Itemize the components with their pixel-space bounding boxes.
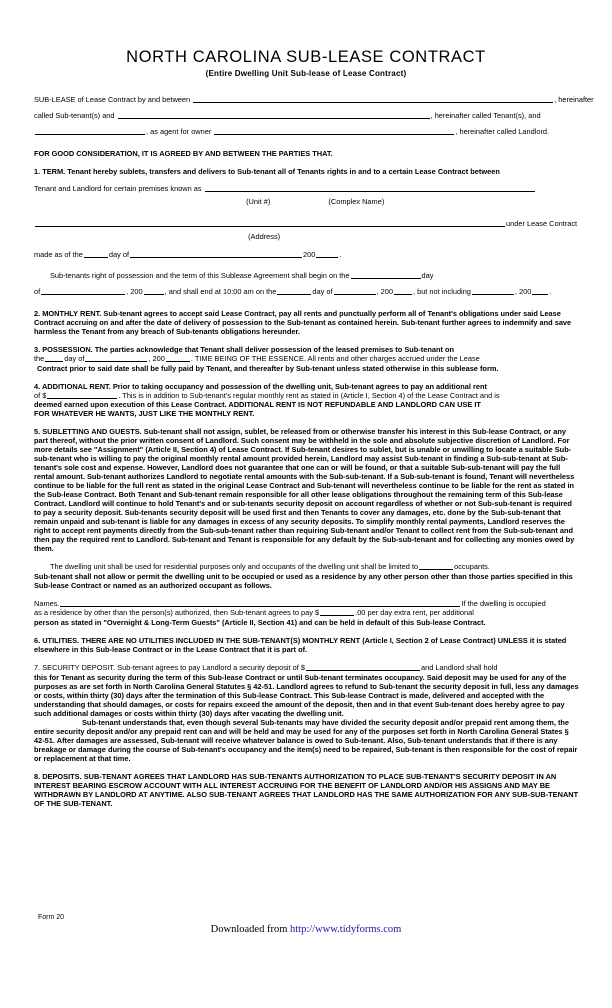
occupants-word-label: occupants.: [454, 562, 490, 572]
term-captions-row: [34, 197, 580, 207]
sublease-party-blank[interactable]: [193, 95, 553, 103]
possession-deliver-year-blank[interactable]: [166, 354, 190, 362]
possession-the-label: the: [34, 354, 45, 363]
names-tail-label: If the dwelling is occupied: [461, 598, 546, 608]
document-body: [34, 92, 594, 808]
possession-begin-year-blank[interactable]: [144, 287, 164, 295]
section-additional-rent-line1: 4. ADDITIONAL RENT. Prior to taking occupancy and possession of the dwelling unit, Sub-tenant agrees to pay an additional rent: [34, 381, 487, 391]
possession-of-label: of: [34, 287, 41, 296]
possession-begin-day-label: day: [421, 271, 434, 280]
premises-label: Tenant and Landlord for certain premises known as: [34, 184, 202, 193]
possession-deliver-day-blank[interactable]: [45, 354, 63, 362]
possession-end-day-of-label: day of: [312, 287, 333, 296]
possession-end-year-blank[interactable]: [394, 287, 412, 295]
possession-begin-row: [34, 268, 580, 284]
security-deposit-row: [34, 663, 580, 673]
extra-rent-suffix-label: .00 per day extra rent, per additional: [355, 608, 474, 618]
section-deposits: 8. DEPOSITS. SUB-TENANT AGREES THAT LANDLORD HAS SUB-TENANTS AUTHORIZATION TO PLACE SUB-TENANT'S SECURITY DEPOSIT IN AN INTEREST BEARING ESCROW ACCOUNT WITH ALL INTEREST ACCRUING FOR THE BENEFIT OF LANDLORD AND/OR HIS ASSIGNS AND MAY BE WITHDRAWN BY LANDLORD AT ANYTIME. ALSO SUB-TENANT AGREES THAT LANDLORD HAS THE SAME AUTHORIZATION FOR ANY SUB-SUB-TENANT OF THE SUB-TENANT.: [34, 771, 579, 808]
possession-deliver-year-label: , 200: [148, 354, 165, 363]
possession-begin-year-label: , 200: [126, 287, 143, 296]
under-lease-contract-label: under Lease Contract: [506, 219, 578, 228]
possession-not-including-label: , but not including: [412, 287, 471, 296]
premises-blank[interactable]: [205, 184, 535, 192]
names-row: [34, 599, 580, 609]
made-year-prefix: 200: [303, 250, 316, 259]
sublease-suffix-label: , hereinafter: [554, 95, 594, 104]
section-possession-line3: Contract prior to said date shall be fully paid by Tenant, and thereafter by Sub-tenant unless stated otherwise in this sublease form.: [37, 363, 499, 373]
section-term-address-row: [34, 216, 580, 232]
occupants-limit-blank[interactable]: [419, 562, 453, 570]
form-number: Form 20: [38, 914, 65, 921]
agent-name-blank[interactable]: [35, 127, 145, 135]
security-deposit-suffix-label: and Landlord shall hold: [421, 662, 498, 672]
made-as-of-label: made as of the: [34, 250, 83, 259]
tidyforms-url-link[interactable]: http://www.tidyforms.com: [290, 924, 402, 935]
additional-rent-detail-label: . This is in addition to Sub-tenant's regular monthly rent as stated in (Article I, Section 4) of the Lease Contract and is: [118, 390, 500, 400]
possession-time-essence-label: . TIME BEING OF THE ESSENCE. All rents and other charges accrued under the Lease: [190, 354, 480, 363]
possession-end-day-blank[interactable]: [277, 287, 311, 295]
section-term-premises-row: [34, 181, 580, 197]
section-subletting-guests-line3: person as stated in "Overnight & Long-Term Guests" (Article II, Section 41) and can be held in default of this Sub-lease Contract.: [34, 617, 486, 627]
section-additional-rent-line4: FOR WHATEVER HE WANTS, JUST LIKE THE MONTHLY RENT.: [34, 409, 255, 419]
caption-address: (Address): [248, 232, 281, 241]
additional-rent-amount-label: of $: [34, 390, 47, 400]
made-year-blank[interactable]: [316, 250, 338, 258]
section-monthly-rent: 2. MONTHLY RENT. Sub-tenant agrees to accept said Lease Contract, pay all rents and punctually perform all of Tenant's obligations under said Lease Contract accruing on and after the date of delivery of possession to the Sub-tenant as contained herein. Sub-tenant further agrees to indemnify and save harmless the Tenant from any breach of Sub-tenants obligations hereunder.: [34, 309, 572, 336]
section-additional-rent-line3: deemed earned upon execution of this Lease Contract. ADDITIONAL RENT IS NOT REFUNDABLE AND LANDLORD CAN USE IT: [34, 400, 481, 410]
possession-end-year-label: , 200: [376, 287, 393, 296]
extra-rent-prefix-label: as a residence by other than the person(s) authorized, then Sub-tenant agrees to pay $: [34, 608, 320, 618]
agent-label: , as agent for owner: [146, 127, 212, 136]
section-possession-line1: 3. POSSESSION. The parties acknowledge that Tenant shall deliver possession of the leased premises to Sub-tenant on: [34, 345, 455, 354]
additional-rent-amount-blank[interactable]: [47, 391, 117, 399]
party-line-agent: [34, 124, 580, 140]
day-of-label: day of: [108, 250, 130, 259]
security-deposit-amount-blank[interactable]: [306, 663, 420, 671]
address-caption-row: [34, 232, 580, 242]
caption-complex-name: (Complex Name): [328, 197, 385, 206]
possession-not-including-year-blank[interactable]: [532, 287, 548, 295]
possession-begin-label: Sub-tenants right of possession and the term of this Sublease Agreement shall begin on the: [50, 271, 350, 280]
page-subtitle: (Entire Dwelling Unit Sub-lease of Lease Contract): [205, 69, 407, 78]
made-period: .: [339, 250, 342, 259]
possession-not-including-blank[interactable]: [472, 287, 514, 295]
possession-end-month-blank[interactable]: [334, 287, 376, 295]
party-line-sublease: [34, 92, 594, 108]
made-day-blank[interactable]: [84, 250, 108, 258]
security-deposit-prefix-label: 7. SECURITY DEPOSIT. Sub-tenant agrees to pay Landlord a security deposit of $: [34, 662, 305, 672]
made-month-blank[interactable]: [130, 250, 302, 258]
tenant-suffix-label: , hereinafter called Tenant(s), and: [430, 111, 541, 120]
possession-not-including-year-label: , 200: [514, 287, 532, 296]
address-blank[interactable]: [35, 219, 505, 227]
page-title: NORTH CAROLINA SUB-LEASE CONTRACT: [126, 48, 486, 66]
possession-end-row: of , 200 , and shall end at 10:00 am on the day of , 200 , but not including , 200 .: [34, 287, 552, 296]
occupants-limit-label: The dwelling unit shall be used for residential purposes only and occupants of the dwelling unit shall be limited to: [50, 562, 419, 572]
section-term-line1: 1. TERM. Tenant hereby sublets, transfers and delivers to Sub-tenant all of Tenants rights in and to a certain Lease Contract between: [34, 167, 500, 176]
consideration-statement: FOR GOOD CONSIDERATION, IT IS AGREED BY AND BETWEEN THE PARTIES THAT.: [34, 149, 333, 158]
possession-begin-day-blank[interactable]: [351, 271, 421, 279]
section-subletting-para2c: Sub-tenant shall not allow or permit the dwelling unit to be occupied or used as a residence by any other person other than those parties specified in this Sub-lease Contract or named as an authorized occupant as follows.: [34, 571, 573, 590]
download-attribution: [0, 924, 612, 935]
tenant-name-blank[interactable]: [118, 111, 430, 119]
possession-begin-month-blank[interactable]: [41, 287, 125, 295]
section-security-deposit-para2: Sub-tenant understands that, even though several Sub-tenants may have divided the security deposit and/or prepaid rent among them, the entire security deposit and/or any prepaid rent can and will be held and may be used for any of the purposes set forth in North Carolina General States § 42-51. After damages are assessed, Sub-tenant will receive whatever balance is owed to Sub-tenant. Also, Sub-tenant understands that if there is any breakage or damage during the course of Sub-tenant's occupancy and the item(s) need to be repaired, Sub-tenant is then responsible for the cost of repair or replacement at that time.: [34, 717, 578, 763]
section-subletting-para1: 5. SUBLETTING AND GUESTS. Sub-tenant shall not assign, sublet, be released from or otherwise transfer his interest in this Sub-lease Contract, or any part thereof, without the prior written consent of Landlord. Such consent may be withheld in the sole and absolute subjective discretion of Landlord. For more details see "Assignment" (Article II, Section 4) of Lease Contract. If Sub-tenant desires to sublet, but is unable or unwilling to locate a suitable Sub-sub-tenant who is willing to pay the original monthly rental amount provided herein, Landlord may assist Sub-tenant in finding a Sub-sub-tenant at Sub-tenant's sole cost and expense. However, Landlord does not guarantee that one can or will be found, or that a suitable Sub-sub-tenant will pay the full rental amount. Sub-tenant authorizes Landlord to negotiate rental amounts with the Sub-sub-tenant. If a Sub-sub-tenant is found, Tenant will nevertheless continue to be liable for the full rent as stated in the original Lease Contract and Sub-tenant will nevertheless continue to be liable for the rent as stated in the Sub-lease Contract. Both Tenant and Sub-tenant remain responsible for all other lease obligations throughout the remaining term of this Sub-lease Contract. Landlord will continue to hold Tenant's and or sub-tenants security deposit on account regardless of whether or not Sub-sub-tenant is required to pay a security deposit. Sub-tenants security deposit will be used first and then Tenants to cover any damages, etc. done by the Sub-sub-tenant that remain unpaid and sub-tenant is liable for any damages in excess of any security deposits. To simplify monthly rental payments, Landlord reserves the right to accept rent payments directly from the Sub-sub-tenant rather than requiring Sub-tenant and/or Tenant to collect rent from the Sub-sub-tenant and then pay the required rent to Landlord. Sub-tenant and Tenant is responsible for any default by the Sub-sub-tenant and for collecting any monies owed by them.: [34, 427, 575, 554]
possession-deliver-month-blank[interactable]: [85, 354, 147, 362]
sublease-prefix-label: SUB-LEASE of Lease Contract by and between: [34, 95, 191, 104]
section-utilities: 6. UTILITIES. THERE ARE NO UTILITIES INCLUDED IN THE SUB-TENANT(S) MONTHLY RENT (Article I, Section 2 of Lease Contract) UNLESS it is stated elsewhere in this Sub-lease Contract or in the Lease Contract that it is part of.: [34, 635, 567, 654]
subtenant-prefix-label: called Sub-tenant(s) and: [34, 111, 115, 120]
party-line-subtenant: [34, 108, 580, 124]
section-subletting-occupants-row: [34, 562, 580, 572]
download-prefix-label: Downloaded from: [210, 924, 290, 935]
possession-end-label: , and shall end at 10:00 am on the: [164, 287, 277, 296]
section-possession-line2: [34, 354, 580, 364]
section-additional-rent-line2: [34, 391, 580, 401]
names-blank[interactable]: [60, 599, 460, 607]
names-label: Names.: [34, 598, 60, 608]
possession-day-of-label: day of: [64, 354, 85, 363]
extra-rent-row: [34, 608, 580, 618]
section-security-deposit-body: this for Tenant as security during the term of this Sub-lease Contract or until Sub-tenant terminates occupancy. Said deposit may be used for any of the purposes as are set forth in North Carolina General Statutes § 42-51. Landlord agrees to refund to Sub-tenant the security deposit in full, less any damages or costs, within thirty (30) days after the termination of this Sub-lease Contract. This Sub-lease Contract is made, delivered and accepted with the understanding that should damages, or costs for repairs exceed the amount of the deposit, then and in that event Sub-tenant does hereby agree to pay such additional damages or costs within thirty (30) days after vacating the dwelling unit.: [34, 672, 579, 718]
section-term-made-as-of-row: [34, 247, 580, 263]
extra-rent-amount-blank[interactable]: [320, 608, 354, 616]
caption-unit-number: (Unit #): [246, 197, 271, 206]
landlord-suffix-label: , hereinafter called Landlord.: [455, 127, 550, 136]
owner-name-blank[interactable]: [214, 127, 454, 135]
